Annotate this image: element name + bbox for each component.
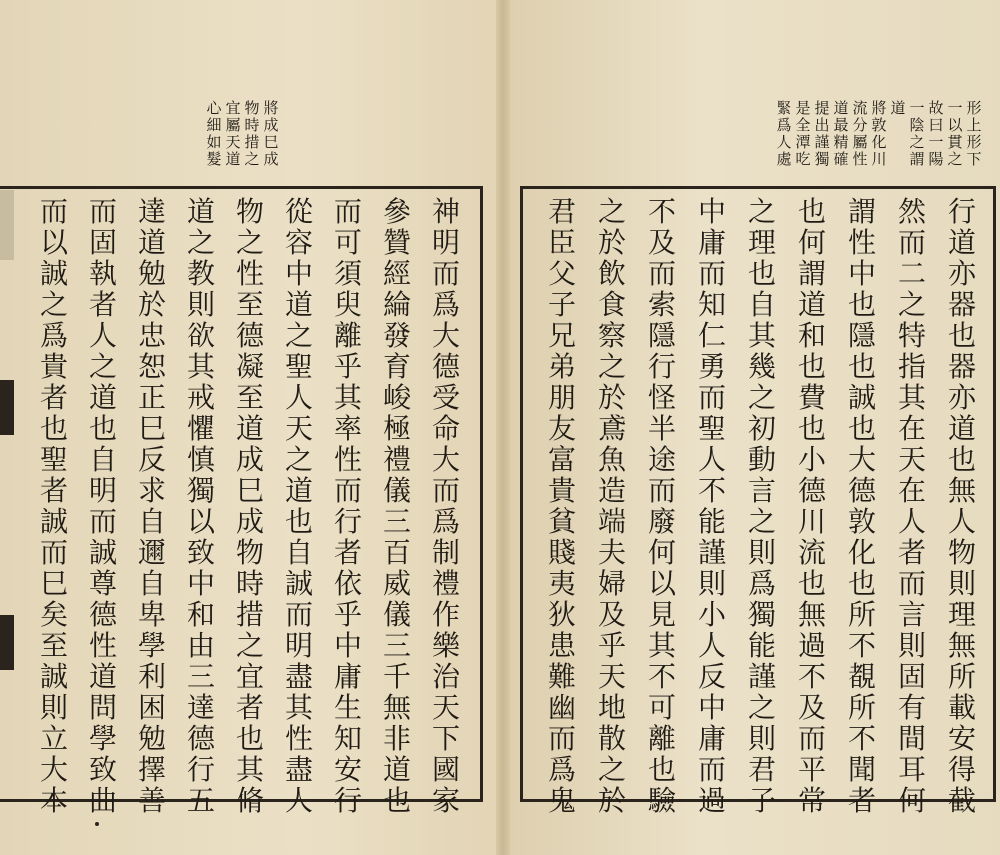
right-column-3: 謂 性 中 也 隱 也 誠 也 大 德 敦 化 也 所 不 覩 所 不 聞 者 <box>847 195 876 817</box>
right-column-8: 之 於 飲 食 察 之 於 鳶 魚 造 端 夫 婦 及 乎 天 地 散 之 於 <box>597 195 626 817</box>
right-column-1: 行 道 亦 器 也 器 亦 道 也 無 人 物 則 理 無 所 載 安 得 截 <box>947 195 976 817</box>
left-edge-shadow <box>0 190 14 260</box>
right-note-6: 將 敦 化 川 <box>871 99 887 168</box>
left-note-1: 將 成 巳 成 <box>263 99 279 168</box>
right-note-3: 故 曰 一 陽 <box>928 99 944 168</box>
right-note-4: 一 陰 之 謂 <box>909 99 925 168</box>
book-gutter <box>496 0 510 855</box>
right-column-4: 也 何 謂 道 和 也 費 也 小 德 川 流 也 無 過 不 及 而 平 常 <box>797 195 826 817</box>
left-edge-mark-1 <box>0 380 14 435</box>
left-column-1: 神 明 而 爲 大 德 受 命 大 而 爲 制 禮 作 樂 治 天 下 國 家 <box>431 195 460 817</box>
left-column-7: 達 道 勉 於 忠 恕 正 巳 反 求 自 邇 自 卑 學 利 困 勉 擇 善 <box>137 195 166 817</box>
left-column-5: 物 之 性 至 德 凝 至 道 成 巳 成 物 時 措 之 宜 者 也 其 脩 <box>235 195 264 817</box>
right-column-7: 不 及 而 索 隱 行 怪 半 途 而 廢 何 以 見 其 不 可 離 也 驗 <box>647 195 676 817</box>
right-note-8: 道 最 精 確 <box>833 99 849 168</box>
right-note-5: 道 <box>890 99 906 117</box>
left-note-3: 宜 屬 天 道 <box>225 99 241 168</box>
right-note-2: 一 以 貫 之 <box>947 99 963 168</box>
left-column-3: 而 可 須 臾 離 乎 其 率 性 而 行 者 依 乎 中 庸 生 知 安 行 <box>333 195 362 817</box>
right-note-10: 是 全 潭 吃 <box>795 99 811 168</box>
ink-spot <box>95 822 99 826</box>
right-column-6: 中 庸 而 知 仁 勇 而 聖 人 不 能 謹 則 小 人 反 中 庸 而 過 <box>697 195 726 817</box>
left-edge-mark-2 <box>0 615 14 670</box>
left-column-4: 從 容 中 道 之 聖 人 天 之 道 也 自 誠 而 明 盡 其 性 盡 人 <box>284 195 313 817</box>
left-column-8: 而 固 執 者 人 之 道 也 自 明 而 誠 尊 德 性 道 問 學 致 曲 <box>88 195 117 817</box>
left-note-2: 物 時 措 之 <box>244 99 260 168</box>
left-column-9: 而 以 誠 之 爲 貴 者 也 聖 者 誠 而 巳 矣 至 誠 則 立 大 本 <box>39 195 68 817</box>
right-note-9: 提 出 謹 獨 <box>814 99 830 168</box>
right-note-11: 緊 爲 人 處 <box>776 99 792 168</box>
right-note-7: 流 分 屬 性 <box>852 99 868 168</box>
left-note-4: 心 細 如 髮 <box>206 99 222 168</box>
right-column-5: 之 理 也 自 其 幾 之 初 動 言 之 則 爲 獨 能 謹 之 則 君 子 <box>747 195 776 817</box>
right-note-1: 形 上 形 下 <box>966 99 982 168</box>
right-column-2: 然 而 二 之 特 指 其 在 天 在 人 者 而 言 則 固 有 間 耳 何 <box>897 195 926 817</box>
left-column-6: 道 之 教 則 欲 其 戒 懼 慎 獨 以 致 中 和 由 三 達 德 行 五 <box>186 195 215 817</box>
left-column-2: 參 贊 經 綸 發 育 峻 極 禮 儀 三 百 威 儀 三 千 無 非 道 也 <box>382 195 411 817</box>
right-column-9: 君 臣 父 子 兄 弟 朋 友 富 貴 貧 賤 夷 狄 患 難 幽 而 爲 鬼 <box>547 195 576 817</box>
